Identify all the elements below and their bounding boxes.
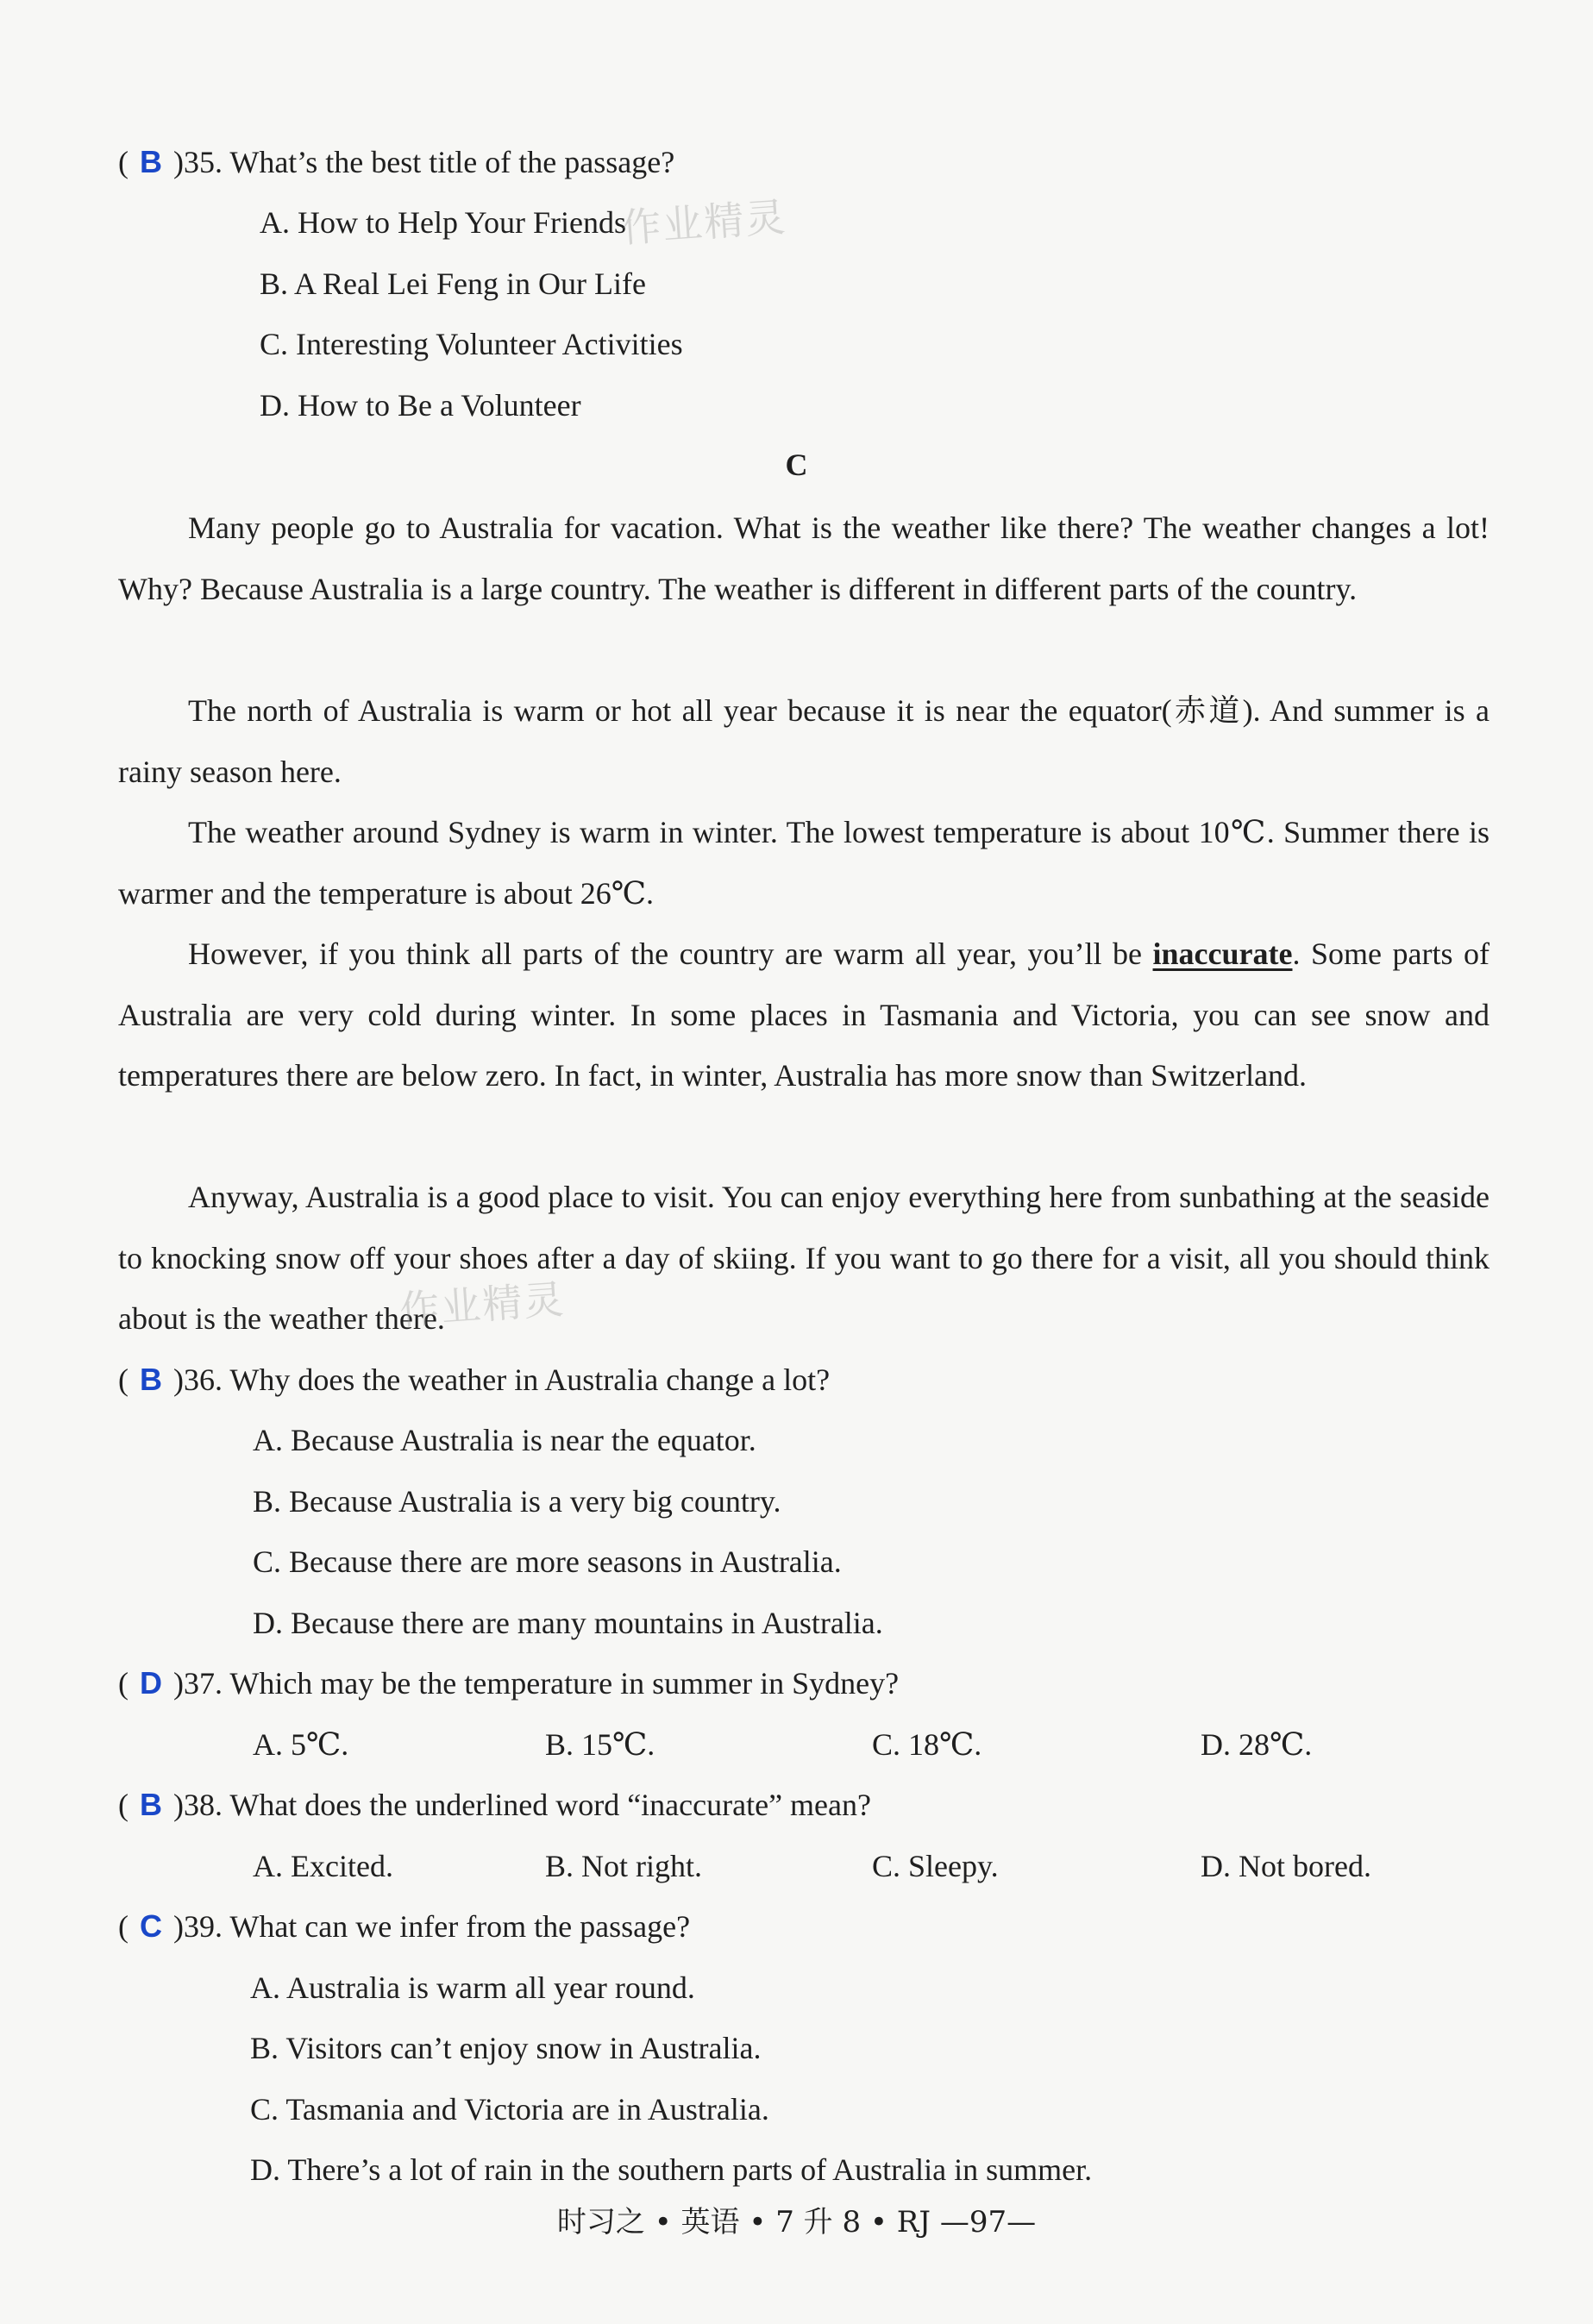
question-37-stem: )37. Which may be the temperature in summer in Sydney? [173, 1666, 900, 1701]
passage-paragraph-5: Anyway, Australia is a good place to visit. You can enjoy everything here from sunbathing at the seaside to knocking snow off your shoes after a day of skiing. If you want to go there for a visit, all you should think about is the weather there. [118, 1180, 1490, 1336]
paren-open: ( [118, 1909, 129, 1944]
question-38-stem: )38. What does the underlined word “inaccurate” mean? [173, 1788, 871, 1822]
q35-option-a: A. How to Help Your Friends [260, 205, 627, 240]
answer-36: B [140, 1362, 162, 1397]
q39-option-d: D. There’s a lot of rain in the southern parts of Australia in summer. [250, 2152, 1093, 2187]
underlined-word-inaccurate: inaccurate [1152, 936, 1293, 971]
watermark: 作业精灵 [398, 1275, 567, 1334]
q37-option-b: B. 15℃. [545, 1727, 655, 1762]
question-38 [118, 1785, 871, 1825]
paren-open: ( [118, 145, 129, 179]
q37-option-c: C. 18℃. [872, 1727, 982, 1762]
section-heading-c: C [785, 448, 808, 482]
answer-35: B [140, 144, 162, 179]
question-35-stem: )35. What’s the best title of the passage? [173, 145, 675, 179]
q35-option-b: B. A Real Lei Feng in Our Life [260, 266, 646, 301]
q39-option-c: C. Tasmania and Victoria are in Australia. [250, 2092, 769, 2127]
question-39-stem: )39. What can we infer from the passage? [173, 1909, 691, 1944]
answer-39: C [140, 1908, 162, 1944]
question-35 [118, 142, 674, 182]
passage-paragraph-2: The north of Australia is warm or hot all year because it is near the equator(赤道). And summer is a rainy season here. [118, 693, 1490, 789]
answer-38: B [140, 1787, 162, 1822]
paren-open: ( [118, 1666, 129, 1701]
q36-option-a: A. Because Australia is near the equator. [253, 1423, 756, 1457]
q37-option-d: D. 28℃. [1201, 1727, 1313, 1762]
q36-option-d: D. Because there are many mountains in Australia. [253, 1606, 883, 1640]
q38-option-d: D. Not bored. [1201, 1849, 1371, 1883]
q36-option-c: C. Because there are more seasons in Australia. [253, 1544, 842, 1579]
passage-paragraph-4-start: However, if you think all parts of the country are warm all year, you’ll be [188, 936, 1153, 971]
q35-option-d: D. How to Be a Volunteer [260, 388, 581, 423]
q38-option-c: C. Sleepy. [872, 1849, 999, 1883]
q39-option-a: A. Australia is warm all year round. [250, 1970, 695, 2005]
q38-option-b: B. Not right. [545, 1849, 703, 1883]
paren-open: ( [118, 1362, 129, 1397]
question-37 [118, 1663, 899, 1703]
page-footer: 时习之 • 英语 • 7 升 8 • RJ —97— [556, 2205, 1037, 2239]
paren-open: ( [118, 1788, 129, 1822]
passage-paragraph-4 [118, 924, 1490, 1106]
passage-paragraph-1: Many people go to Australia for vacation. What is the weather like there? The weather changes a lot! Why? Because Australia is a large country. The weather is different in different parts of the country. [118, 511, 1490, 606]
question-39 [118, 1907, 690, 1946]
passage-paragraph-4-end: . Some parts of Australia are very cold during winter. In some places in Tasmania and Victoria, you can see snow and temperatures there are below zero. In fact, in winter, Australia has more snow than Switzerland. [118, 936, 1490, 1093]
q37-option-a: A. 5℃. [253, 1727, 349, 1762]
question-36-stem: )36. Why does the weather in Australia change a lot? [173, 1362, 831, 1397]
q38-option-a: A. Excited. [253, 1849, 393, 1883]
question-36 [118, 1360, 830, 1400]
watermark: 作业精灵 [619, 193, 788, 252]
passage-paragraph-3: The weather around Sydney is warm in winter. The lowest temperature is about 10℃. Summer there is warmer and the temperature is about 26℃. [118, 815, 1490, 911]
q35-option-c: C. Interesting Volunteer Activities [260, 327, 683, 361]
answer-37: D [140, 1665, 162, 1701]
q39-option-b: B. Visitors can’t enjoy snow in Australia. [250, 2031, 762, 2065]
q36-option-b: B. Because Australia is a very big country. [253, 1484, 781, 1519]
